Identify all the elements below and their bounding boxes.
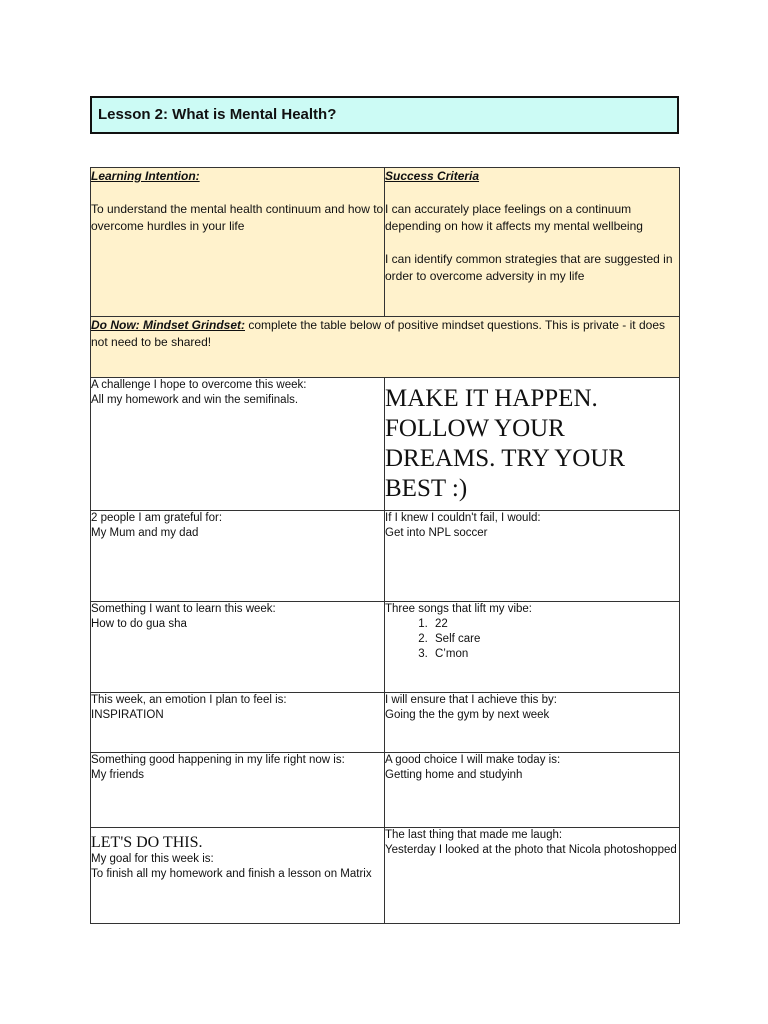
learning-intention-label: Learning Intention: <box>91 169 200 183</box>
challenge-question: A challenge I hope to overcome this week: <box>91 379 307 391</box>
songs-list <box>385 617 679 662</box>
learn-cell <box>91 602 385 693</box>
success-criteria-label: Success Criteria <box>385 169 480 183</box>
grateful-question: 2 people I am grateful for: <box>91 512 223 524</box>
prompt-row-5 <box>91 753 680 828</box>
grateful-cell <box>91 511 385 602</box>
learn-answer[interactable]: How to do gua sha <box>91 618 187 630</box>
worksheet-table <box>90 167 680 924</box>
emotion-answer[interactable]: INSPIRATION <box>91 709 164 721</box>
success-criteria-cell <box>385 168 680 317</box>
lesson-title: Lesson 2: What is Mental Health? <box>98 106 337 123</box>
prompt-row-2 <box>91 511 680 602</box>
do-now-cell <box>91 317 680 378</box>
choice-cell <box>385 753 680 828</box>
do-now-label: Do Now: Mindset Grindset: <box>91 318 245 332</box>
fail-question: If I knew I couldn't fail, I would: <box>385 512 541 524</box>
learning-intention-cell <box>91 168 385 317</box>
do-now-row <box>91 317 680 378</box>
emotion-question: This week, an emotion I plan to feel is: <box>91 694 287 706</box>
do-now-text: complete the table below of positive mindset questions. This is private - it does not need to be shared! <box>91 318 665 349</box>
good-thing-answer[interactable]: My friends <box>91 769 145 781</box>
goal-cell <box>91 828 385 924</box>
good-thing-cell <box>91 753 385 828</box>
ensure-question: I will ensure that I achieve this by: <box>385 694 557 706</box>
choice-answer[interactable]: Getting home and studyinh <box>385 769 523 781</box>
goal-heading[interactable]: LET'S DO THIS. <box>91 834 203 851</box>
challenge-cell <box>91 378 385 511</box>
success-criteria-item-1: I can accurately place feelings on a continuum depending on how it affects my mental wellbeing <box>385 202 643 233</box>
learning-intention-text: To understand the mental health continuum and how to overcome hurdles in your life <box>91 202 384 233</box>
prompt-row-3 <box>91 602 680 693</box>
learn-question: Something I want to learn this week: <box>91 603 276 615</box>
ensure-answer[interactable]: Going the the gym by next week <box>385 709 550 721</box>
laugh-answer[interactable]: Yesterday I looked at the photo that Nicola photoshopped <box>385 844 677 856</box>
fail-answer[interactable]: Get into NPL soccer <box>385 527 488 539</box>
lesson-title-box <box>90 96 679 134</box>
song-item[interactable]: 1. 22 <box>431 617 679 632</box>
prompt-row-6 <box>91 828 680 924</box>
songs-cell <box>385 602 680 693</box>
laugh-question: The last thing that made me laugh: <box>385 829 563 841</box>
ensure-cell <box>385 693 680 753</box>
song-item[interactable]: 3. C’mon <box>431 647 679 662</box>
goal-answer[interactable]: To finish all my homework and finish a lesson on Matrix <box>91 868 372 880</box>
choice-question: A good choice I will make today is: <box>385 754 561 766</box>
prompt-row-4 <box>91 693 680 753</box>
fail-cell <box>385 511 680 602</box>
intentions-row <box>91 168 680 317</box>
grateful-answer[interactable]: My Mum and my dad <box>91 527 199 539</box>
motto-cell <box>385 378 680 511</box>
prompt-row-1 <box>91 378 680 511</box>
challenge-answer[interactable]: All my homework and win the semifinals. <box>91 394 299 406</box>
songs-question: Three songs that lift my vibe: <box>385 603 533 615</box>
motto-text[interactable]: MAKE IT HAPPEN. FOLLOW YOUR DREAMS. TRY YOUR BEST :) <box>385 385 626 502</box>
success-criteria-item-2: I can identify common strategies that are suggested in order to overcome adversity in my life <box>385 252 673 283</box>
laugh-cell <box>385 828 680 924</box>
goal-question: My goal for this week is: <box>91 853 214 865</box>
emotion-cell <box>91 693 385 753</box>
good-thing-question: Something good happening in my life right now is: <box>91 754 345 766</box>
song-item[interactable]: 2. Self care <box>431 632 679 647</box>
